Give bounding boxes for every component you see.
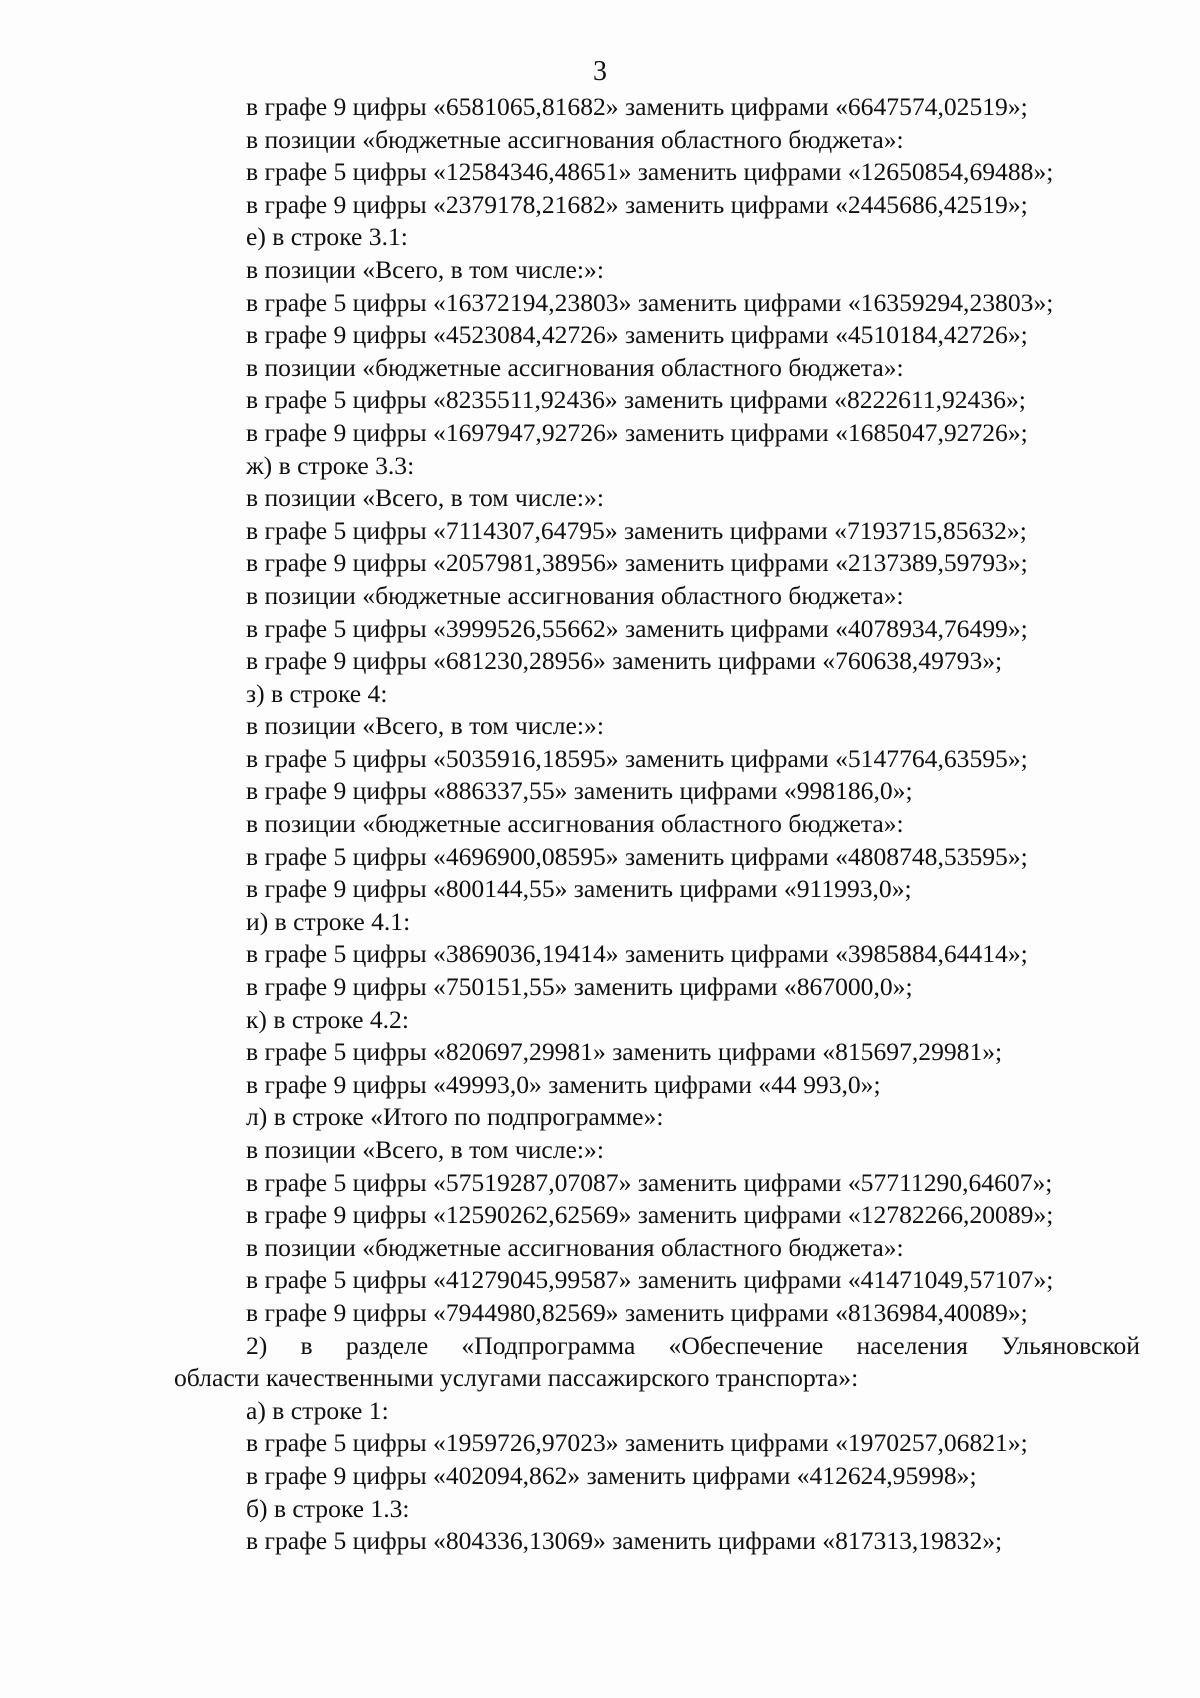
text-line: в графе 5 цифры «1959726,97023» заменить цифрами «1970257,06821»; [246,1428,1028,1458]
text-line: в графе 5 цифры «7114307,64795» заменить цифрами «7193715,85632»; [246,515,1027,545]
text-line: в графе 9 цифры «800144,55» заменить цифрами «911993,0»; [246,874,912,904]
text-line: в графе 5 цифры «4696900,08595» заменить цифрами «4808748,53595»; [246,841,1028,871]
text-line: области качественными услугами пассажирского транспорта»: [174,1363,859,1393]
text-line: в позиции «бюджетные ассигнования областного бюджета»: [246,352,904,382]
text-line: в позиции «бюджетные ассигнования областного бюджета»: [246,1232,904,1262]
text-line: в графе 9 цифры «7944980,82569» заменить цифрами «8136984,40089»; [246,1297,1028,1327]
text-line: в графе 9 цифры «2379178,21682» заменить цифрами «2445686,42519»; [246,189,1028,219]
text-line: в графе 9 цифры «1697947,92726» заменить цифрами «1685047,92726»; [246,417,1028,447]
text-line: в позиции «Всего, в том числе:»: [246,711,604,741]
text-line: в графе 9 цифры «2057981,38956» заменить цифрами «2137389,59793»; [246,548,1028,578]
text-line: в графе 9 цифры «4523084,42726» заменить цифрами «4510184,42726»; [246,320,1028,350]
document-body [174,91,1140,1558]
text-line: в графе 5 цифры «57519287,07087» заменить цифрами «57711290,64607»; [246,1167,1053,1197]
text-line: з) в строке 4: [246,678,388,708]
text-line: и) в строке 4.1: [246,906,411,936]
text-line: в графе 9 цифры «402094,862» заменить цифрами «412624,95998»; [246,1460,977,1490]
text-line: в графе 5 цифры «41279045,99587» заменить цифрами «41471049,57107»; [246,1265,1054,1295]
text-line: в графе 9 цифры «750151,55» заменить цифрами «867000,0»; [246,972,913,1002]
text-line: в графе 5 цифры «8235511,92436» заменить цифрами «8222611,92436»; [246,385,1026,415]
text-line: к) в строке 4.2: [246,1004,409,1034]
text-line: е) в строке 3.1: [246,222,408,252]
text-line: в графе 9 цифры «12590262,62569» заменить цифрами «12782266,20089»; [246,1200,1054,1230]
text-line: в позиции «Всего, в том числе:»: [246,483,604,513]
text-line: в графе 9 цифры «49993,0» заменить цифрами «44 993,0»; [246,1069,881,1099]
text-line: в графе 5 цифры «3999526,55662» заменить цифрами «4078934,76499»; [246,613,1028,643]
text-line-justified: 2) в разделе «Подпрограмма «Обеспечение населения Ульяновской [246,1330,1140,1360]
text-line: а) в строке 1: [246,1395,389,1425]
text-line: в позиции «бюджетные ассигнования областного бюджета»: [246,580,904,610]
text-line: в графе 9 цифры «6581065,81682» заменить цифрами «6647574,02519»; [246,92,1028,121]
text-line: в графе 5 цифры «12584346,48651» заменить цифрами «12650854,69488»; [246,157,1054,187]
text-line: б) в строке 1.3: [246,1493,410,1523]
text-line: ж) в строке 3.3: [246,450,415,480]
text-line: в позиции «бюджетные ассигнования областного бюджета»: [246,124,904,154]
text-line: в графе 5 цифры «3869036,19414» заменить цифрами «3985884,64414»; [246,939,1028,969]
page-number: 3 [593,56,607,87]
text-line: в графе 5 цифры «804336,13069» заменить цифрами «817313,19832»; [246,1526,1003,1556]
text-line: в графе 9 цифры «681230,28956» заменить цифрами «760638,49793»; [246,646,1003,676]
text-line: в графе 5 цифры «5035916,18595» заменить цифрами «5147764,63595»; [246,743,1028,773]
text-line: в графе 5 цифры «16372194,23803» заменить цифрами «16359294,23803»; [246,287,1054,317]
text-line: в позиции «бюджетные ассигнования областного бюджета»: [246,809,904,839]
text-line: в графе 5 цифры «820697,29981» заменить цифрами «815697,29981»; [246,1037,1003,1067]
text-line: в позиции «Всего, в том числе:»: [246,1135,604,1164]
text-line: л) в строке «Итого по подпрограмме»: [246,1102,664,1132]
text-line: в графе 9 цифры «886337,55» заменить цифрами «998186,0»; [246,776,913,806]
text-line: в позиции «Всего, в том числе:»: [246,254,604,284]
